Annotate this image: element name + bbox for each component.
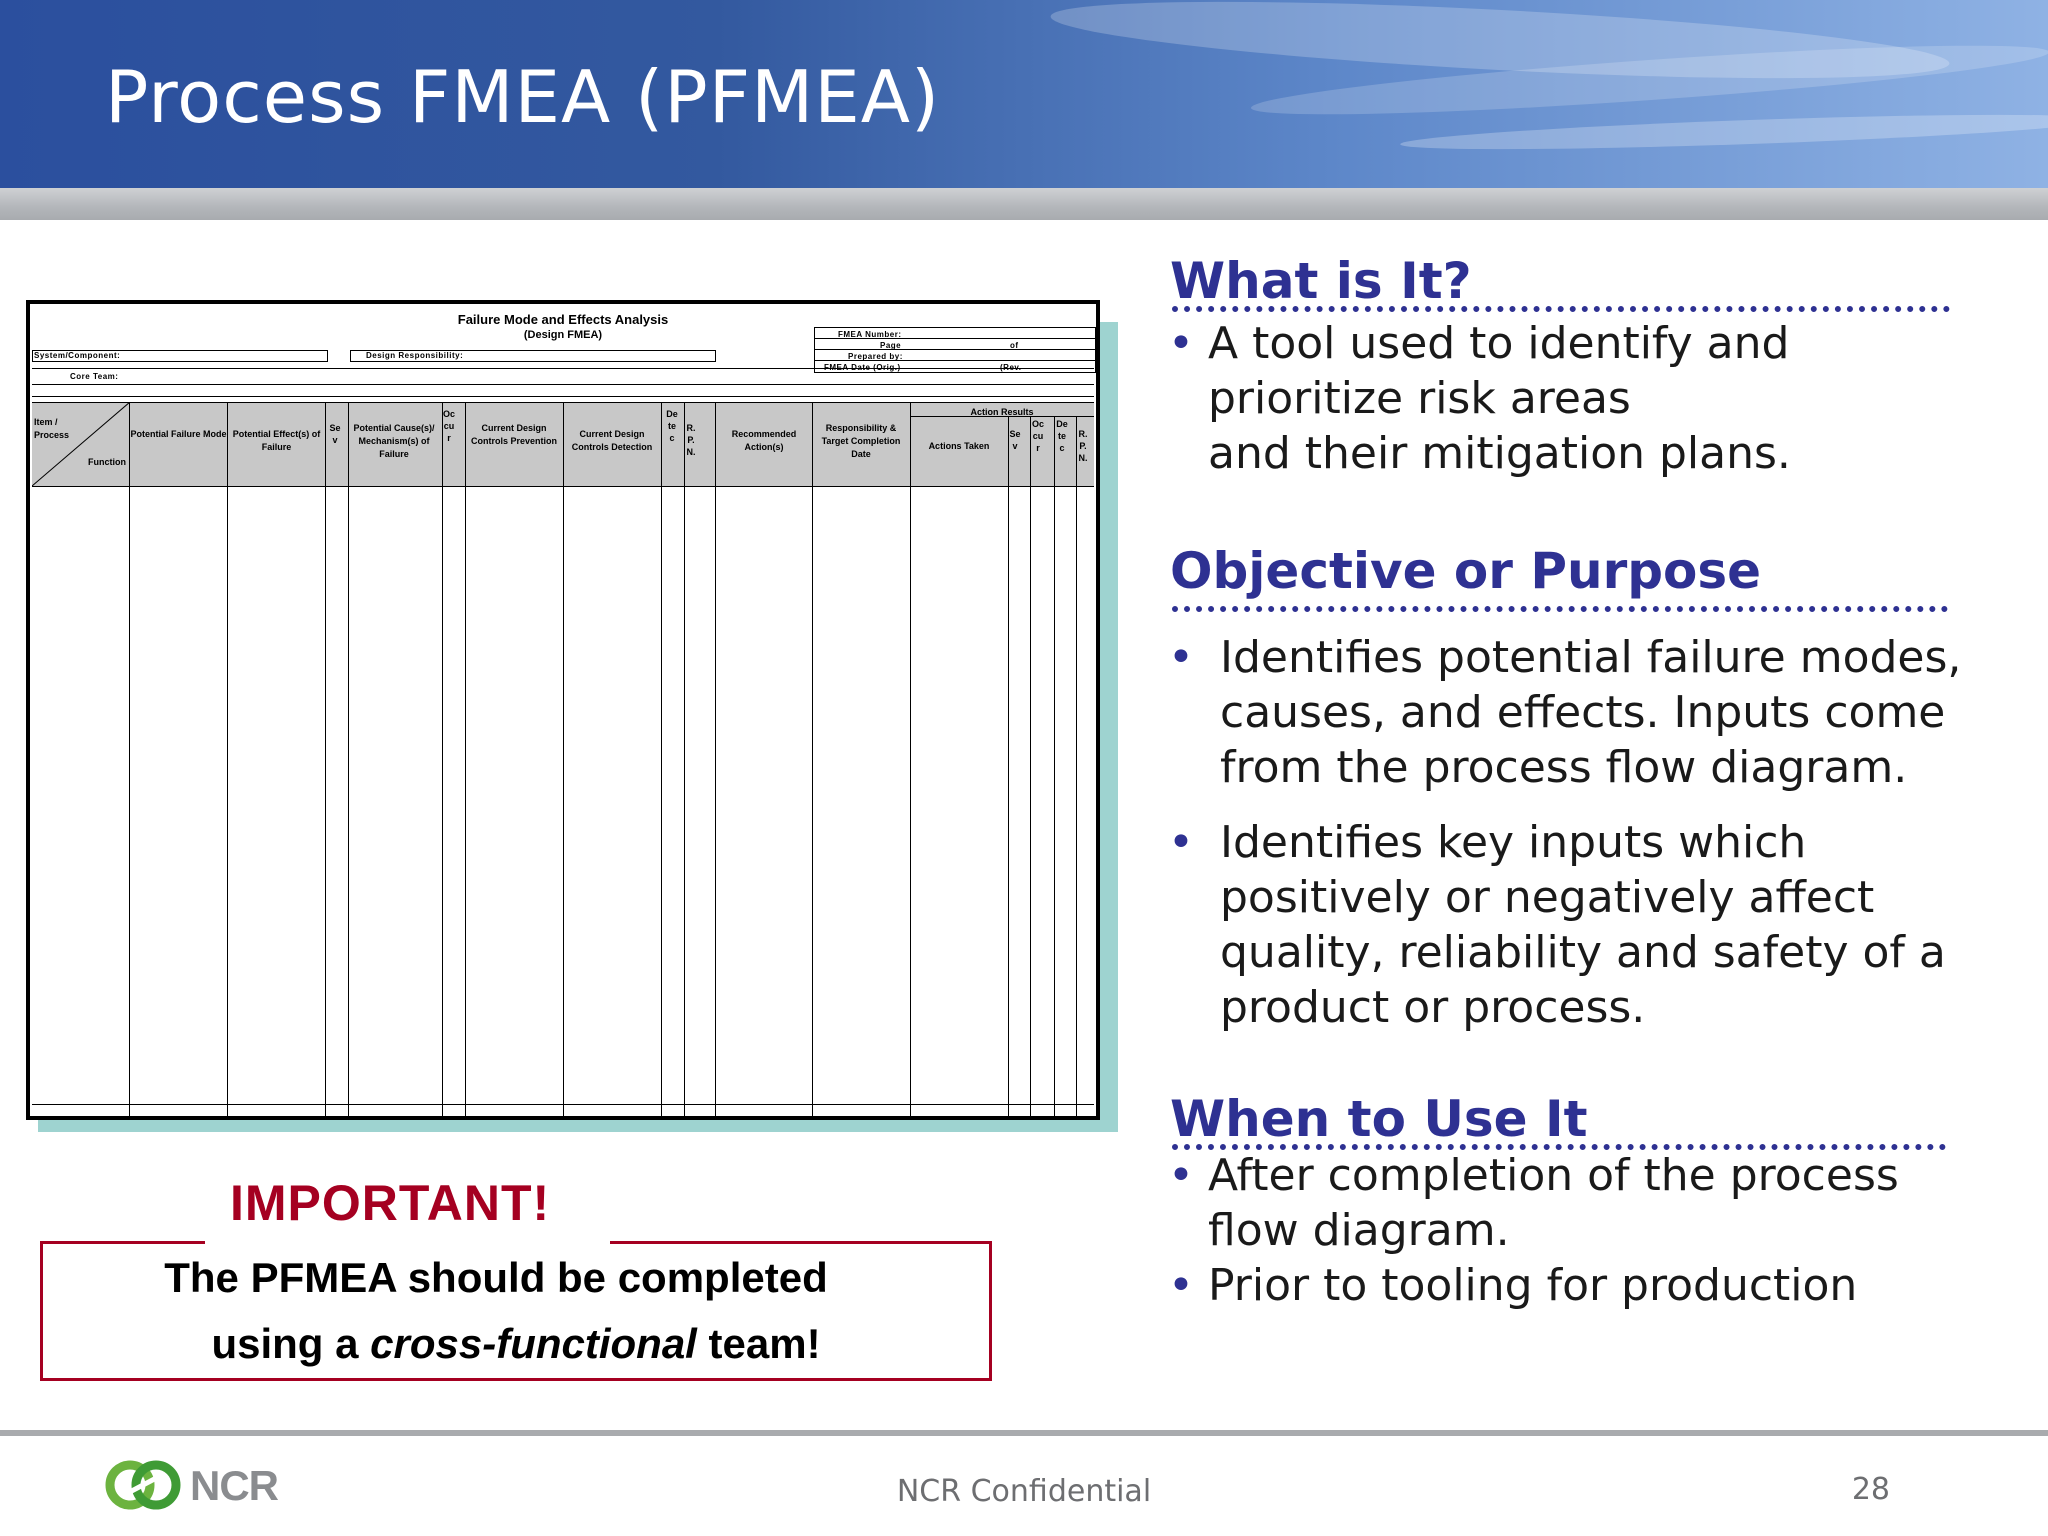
col-actions-taken: Actions Taken	[928, 441, 990, 451]
design-responsibility-label: Design Responsibility:	[366, 351, 464, 360]
col-sev2: Sev	[1009, 429, 1021, 451]
col-detec2: Detec	[1056, 419, 1068, 453]
section-heading-objective: Objective or Purpose	[1170, 542, 1762, 600]
emphasis-text: cross-functional	[370, 1320, 697, 1367]
bullet-line: quality, reliability and safety of a	[1220, 927, 1946, 978]
section-heading-when: When to Use It	[1170, 1090, 1588, 1148]
header-diagonal	[32, 402, 130, 486]
col-occur: Occur	[443, 409, 456, 443]
form-title: Failure Mode and Effects Analysis	[457, 312, 669, 327]
col-controls-detection: Current Design Controls Detection	[571, 429, 653, 452]
important-line-1: The PFMEA should be completed	[164, 1254, 828, 1301]
col-item-process: Item / Process	[34, 417, 70, 440]
bullet-line: Prior to tooling for production	[1208, 1260, 1858, 1311]
dotted-rule	[1172, 606, 1948, 612]
system-component-label: System/Component:	[34, 351, 121, 360]
prepared-by-label: Prepared by:	[848, 352, 903, 361]
page-number: 28	[1851, 1472, 1890, 1507]
rev-label: (Rev.	[1000, 363, 1022, 372]
bullet-dot: •	[1168, 632, 1194, 683]
bullet-line: Identifies key inputs which	[1220, 817, 1807, 868]
col-function: Function	[88, 457, 126, 467]
col-effects: Potential Effect(s) of Failure	[232, 429, 321, 452]
important-line-2: using a cross-functional team!	[211, 1320, 821, 1367]
title-banner	[0, 0, 2048, 188]
bullet-dot: •	[1168, 1260, 1194, 1311]
col-sev: Sev	[329, 423, 341, 445]
section-heading-what: What is It?	[1170, 252, 1472, 310]
bullet-line: flow diagram.	[1208, 1205, 1510, 1256]
col-responsibility: Responsibility & Target Completion Date	[821, 423, 901, 459]
bullet-line: causes, and effects. Inputs come	[1220, 687, 1946, 738]
bullet-dot: •	[1168, 318, 1194, 369]
logo-text: NCR	[190, 1462, 278, 1509]
core-team-label: Core Team:	[70, 372, 119, 381]
bullet-line: Identifies potential failure modes,	[1220, 632, 1962, 683]
fmea-form	[26, 300, 1100, 1120]
bullet-dot: •	[1168, 1150, 1194, 1201]
footer-divider	[0, 1430, 2048, 1436]
col-controls-prevention: Current Design Controls Prevention	[470, 423, 557, 446]
slide-title: Process FMEA (PFMEA)	[105, 55, 941, 139]
col-detec: Detec	[666, 409, 678, 443]
dotted-rule	[1172, 306, 1950, 312]
bullet-line: After completion of the process	[1208, 1150, 1899, 1201]
bullet-line: and their mitigation plans.	[1208, 428, 1791, 479]
bullet-line: from the process flow diagram.	[1220, 742, 1908, 793]
bullet-line: prioritize risk areas	[1208, 373, 1631, 424]
col-rpn2: R. P. N.	[1078, 429, 1088, 463]
bullet-line: product or process.	[1220, 982, 1646, 1033]
bullet-dot: •	[1168, 817, 1194, 868]
fmea-number-label: FMEA Number:	[838, 330, 902, 339]
col-recommended: Recommended Action(s)	[731, 429, 797, 452]
action-results-label: Action Results	[970, 407, 1034, 417]
footer-confidential: NCR Confidential	[896, 1474, 1152, 1509]
fmea-date-label: FMEA Date (Orig.)	[824, 363, 901, 372]
header-divider	[0, 188, 2048, 220]
page-label: Page	[880, 341, 902, 350]
col-rpn: R. P. N.	[686, 423, 696, 457]
of-label: of	[1010, 341, 1019, 350]
form-subtitle: (Design FMEA)	[523, 329, 603, 341]
col-causes: Potential Cause(s)/ Mechanism(s) of Failure	[353, 423, 435, 459]
col-occur2: Occur	[1032, 419, 1045, 453]
bullet-line: A tool used to identify and	[1208, 318, 1790, 369]
important-heading: IMPORTANT!	[230, 1175, 551, 1231]
bullet-line: positively or negatively affect	[1220, 872, 1875, 923]
col-failure-mode: Potential Failure Mode	[130, 429, 227, 439]
